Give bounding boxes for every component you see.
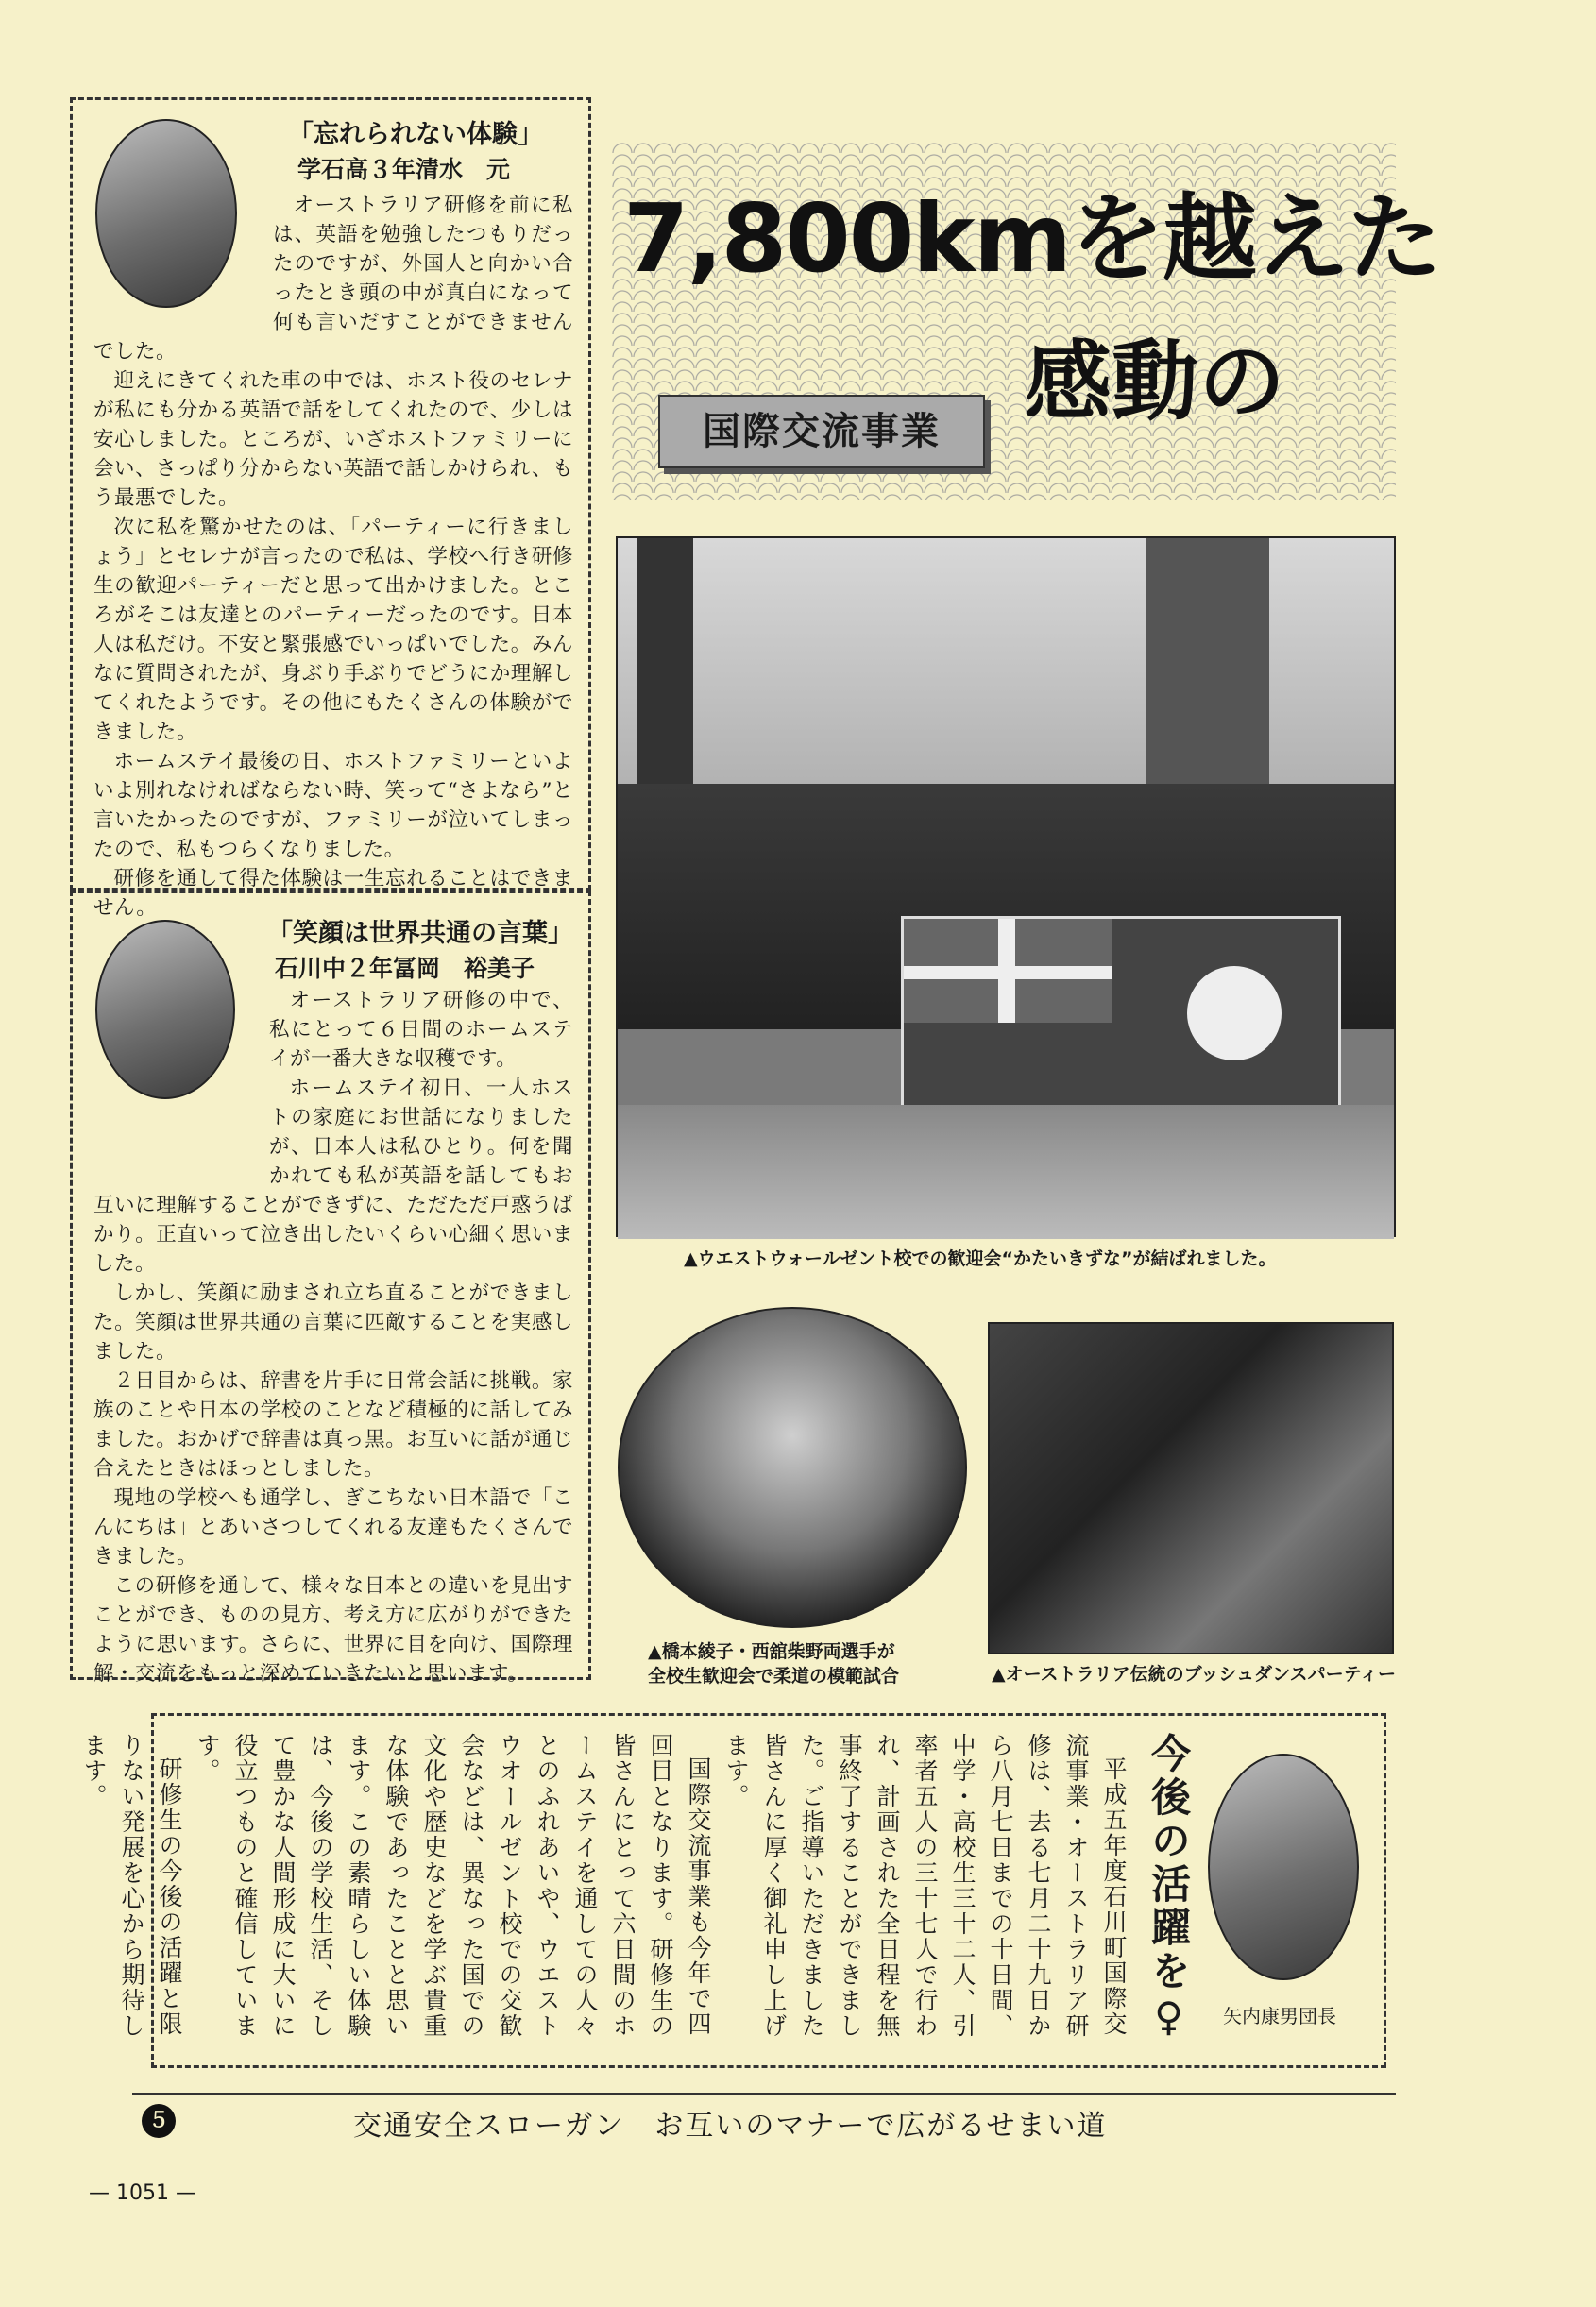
essay2-paragraph: ２日目からは、辞書を片手に日常会話に挑戦。家族のことや日本の学校のことなど積極的に話してみました。おかげで辞書は真っ黒。お互いに話が通じ合えたときはほっとしました。 <box>93 1369 573 1481</box>
closing-paragraph: 研修生の今後の活躍と限りない発展を心から期待します。 <box>80 1733 183 2039</box>
essay1-author: 学石高３年清水 元 <box>297 156 511 183</box>
essay2-author: 石川中２年冨岡 裕美子 <box>275 955 535 982</box>
page-number: — 1051 — <box>89 2181 196 2205</box>
judo-photo-caption-line2: 全校生歓迎会で柔道の模範試合 <box>648 1666 900 1687</box>
essay1-paragraph: オーストラリア研修を前に私は、英語を勉強したつもりだったのですが、外国人と向かい合ったとき頭の中が真白になって何も言いだすことができませんでした。 <box>93 194 573 364</box>
essay2-paragraph: 現地の学校へも通学し、ぎこちない日本語で「こんにちは」とあいさつしてくれる友達もたくさんできました。 <box>93 1486 573 1569</box>
closing-body <box>80 1733 1132 2054</box>
essay1-box <box>70 97 591 920</box>
leader-portrait-caption: 矢内康男団長 <box>1223 2005 1336 2027</box>
category-label-box <box>658 395 985 468</box>
headline-line2: 感動の <box>1025 331 1286 433</box>
essay1-paragraph: 研修を通して得た体験は一生忘れることはできません。 <box>93 867 573 920</box>
essay1-paragraph: 次に私を驚かせたのは、「パーティーに行きましょう」とセレナが言ったので私は、学校へ行き研修生の歓迎パーティーだと思って出かけました。ところがそこは友達とのパーティーだったのです。日本人は私だけ。不安と緊張感でいっぱいでした。みんなに質問されたが、身ぶり手ぶりでどうにか理解してくれたようです。その他にもたくさんの体験ができました。 <box>93 516 573 744</box>
essay2-paragraph: この研修を通して、様々な日本との違いを見出すことができ、ものの見方、考え方に広がりができたように思います。さらに、世界に目を向け、国際理解・交流をもっと深めていきたいと思います。 <box>93 1574 573 1686</box>
essay1-paragraph: ホームステイ最後の日、ホストファミリーといよいよ別れなければならない時、笑って“さよなら”と言いたかったのですが、ファミリーが泣いてしまったので、私もつらくなりました。 <box>93 750 573 861</box>
closing-title: 今後の活躍を♀ <box>1146 1733 1192 2044</box>
essay1-title: 「忘れられない体験」 <box>288 120 543 149</box>
headline-line1: 7,800kmを越えた <box>623 183 1441 294</box>
bush-dance-photo-caption: ▲オーストラリア伝統のブッシュダンスパーティー <box>992 1664 1397 1685</box>
essay2-paragraph: しかし、笑顔に励まされ立ち直ることができました。笑顔は世界共通の言葉に匹敵することを実感しました。 <box>93 1281 573 1364</box>
essay2-paragraph: ホームステイ初日、一人ホストの家庭にお世話になりましたが、日本人は私ひとり。何を聞かれても私が英語を話してもお互いに理解することができずに、ただただ戸惑うばかり。正直いって泣き出したいくらい心細く思いました。 <box>93 1077 573 1276</box>
essay2-paragraph: オーストラリア研修の中で、私にとって６日間のホームステイが一番大きな収穫です。 <box>269 989 573 1071</box>
closing-paragraph: 平成五年度石川町国際交流事業・オーストラリア研修は、去る七月二十九日から八月七日までの十日間、中学・高校生三十二人、引率者五人の三十七人で行われ、計画された全日程を無事終了することができました。ご指導いただきました皆さんに厚く御礼申し上げます。 <box>722 1733 1128 2039</box>
essay2-body <box>93 986 573 1688</box>
footer-rule <box>132 2093 1396 2095</box>
page-badge <box>142 2104 176 2138</box>
group-photo <box>616 536 1396 1237</box>
bush-dance-photo <box>988 1322 1394 1654</box>
essay2-title: 「笑顔は世界共通の言葉」 <box>267 919 573 948</box>
essay1-paragraph: 迎えにきてくれた車の中では、ホスト役のセレナが私にも分かる英語で話をしてくれたので、少しは安心しました。ところが、いざホストファミリーに会い、さっぱり分からない英語で話しかけられ、もう最悪でした。 <box>93 369 573 510</box>
judo-photo-caption-line1: ▲橋本綾子・西舘柴野両選手が <box>648 1641 895 1662</box>
closing-paragraph: 国際交流事業も今年で四回目となります。研修生の皆さんにとって六日間のホームステイを通しての人々とのふれあいや、ウエストウオールゼント校での交歓会などは、異なった国での文化や歴史などを学ぶ貴重な体験であったことと思います。この素晴らしい体験は、今後の学校生活、そして豊かな人間形成に大いに役立つものと確信しています。 <box>194 1733 712 2039</box>
essay1-body <box>93 191 573 923</box>
closing-message-box <box>80 1713 1386 2068</box>
traffic-safety-slogan: 交通安全スローガン お互いのマナーで広がるせまい道 <box>353 2110 1108 2143</box>
leader-portrait <box>1208 1754 1359 1980</box>
australian-flag <box>901 916 1341 1120</box>
judo-photo <box>618 1307 967 1628</box>
page-badge-number: ５ <box>147 2109 169 2132</box>
essay2-box <box>70 891 591 1686</box>
group-photo-caption: ▲ウエストウォールゼント校での歓迎会“かたいきずな”が結ばれました。 <box>684 1248 1277 1269</box>
category-label: 国際交流事業 <box>703 410 941 453</box>
